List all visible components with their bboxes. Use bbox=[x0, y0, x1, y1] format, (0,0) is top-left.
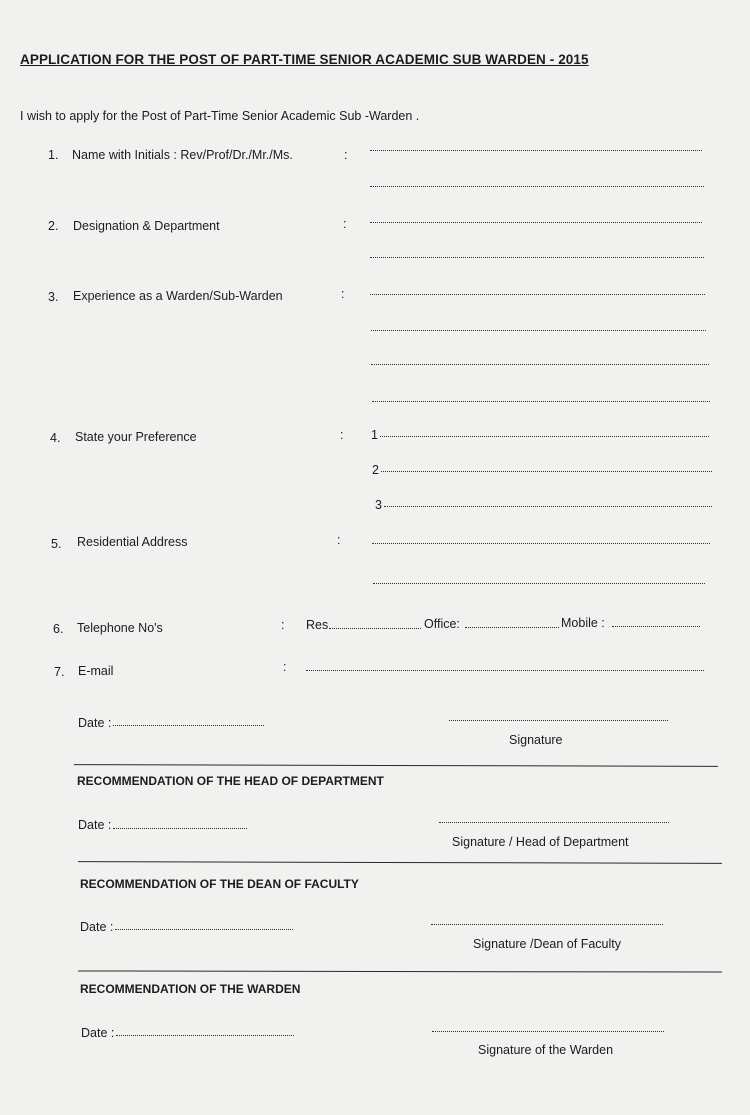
head-signature-line[interactable] bbox=[439, 822, 669, 823]
telephone-office-label: Office: bbox=[424, 617, 460, 631]
dean-signature-line[interactable] bbox=[431, 924, 663, 925]
field-number-7: 7. bbox=[54, 665, 65, 679]
form-intro: I wish to apply for the Post of Part-Time Senior Academic Sub -Warden . bbox=[20, 109, 420, 123]
field-number-6: 6. bbox=[53, 622, 64, 636]
field-number-2: 2. bbox=[48, 219, 59, 233]
preference-number-2: 2 bbox=[372, 463, 379, 477]
field-separator: : bbox=[340, 428, 344, 442]
field-separator: : bbox=[283, 660, 287, 674]
warden-date-input[interactable] bbox=[116, 1035, 294, 1036]
field-number-3: 3. bbox=[48, 290, 59, 304]
dean-section-heading: RECOMMENDATION OF THE DEAN OF FACULTY bbox=[80, 877, 359, 891]
field-label-address: Residential Address bbox=[77, 535, 188, 549]
field-separator: : bbox=[281, 618, 285, 632]
dean-signature-label: Signature /Dean of Faculty bbox=[473, 937, 621, 951]
experience-input-line-1[interactable] bbox=[370, 294, 705, 295]
dean-date-input[interactable] bbox=[115, 929, 293, 930]
field-number-5: 5. bbox=[51, 537, 62, 551]
head-section-heading: RECOMMENDATION OF THE HEAD OF DEPARTMENT bbox=[77, 774, 384, 788]
field-separator: : bbox=[344, 148, 348, 162]
field-label-email: E-mail bbox=[78, 664, 114, 678]
section-divider bbox=[74, 764, 718, 767]
head-date-label: Date : bbox=[78, 818, 112, 832]
warden-date-label: Date : bbox=[81, 1026, 115, 1040]
section-divider bbox=[78, 861, 722, 864]
name-input-line-1[interactable] bbox=[370, 150, 702, 151]
telephone-office-input[interactable] bbox=[465, 627, 559, 628]
field-separator: : bbox=[343, 217, 347, 231]
address-input-line-1[interactable] bbox=[372, 543, 710, 544]
field-label-preference: State your Preference bbox=[75, 430, 197, 444]
warden-section-heading: RECOMMENDATION OF THE WARDEN bbox=[80, 982, 301, 996]
warden-signature-label: Signature of the Warden bbox=[478, 1043, 614, 1057]
preference-input-2[interactable] bbox=[381, 471, 712, 472]
applicant-signature-line[interactable] bbox=[449, 720, 668, 721]
experience-input-line-3[interactable] bbox=[371, 364, 709, 365]
email-input[interactable] bbox=[306, 670, 704, 671]
preference-number-1: 1 bbox=[371, 428, 378, 442]
telephone-res-label: Res bbox=[306, 618, 329, 632]
telephone-mobile-label: Mobile : bbox=[561, 616, 605, 630]
field-label-name: Name with Initials : Rev/Prof/Dr./Mr./Ms. bbox=[72, 148, 293, 162]
preference-input-3[interactable] bbox=[384, 506, 712, 507]
field-number-4: 4. bbox=[50, 431, 61, 445]
telephone-res-input[interactable] bbox=[329, 628, 421, 629]
head-signature-label: Signature / Head of Department bbox=[452, 835, 629, 849]
name-input-line-2[interactable] bbox=[370, 186, 704, 187]
designation-input-line-2[interactable] bbox=[370, 257, 704, 258]
experience-input-line-2[interactable] bbox=[371, 330, 706, 331]
applicant-date-input[interactable] bbox=[113, 725, 264, 726]
section-divider bbox=[78, 970, 722, 972]
field-separator: : bbox=[337, 533, 341, 547]
preference-input-1[interactable] bbox=[380, 436, 709, 437]
preference-number-3: 3 bbox=[375, 498, 382, 512]
address-input-line-2[interactable] bbox=[373, 583, 705, 584]
applicant-date-label: Date : bbox=[78, 716, 112, 730]
head-date-input[interactable] bbox=[113, 828, 247, 829]
field-label-designation: Designation & Department bbox=[73, 219, 220, 233]
field-number-1: 1. bbox=[48, 148, 59, 162]
field-separator: : bbox=[341, 287, 345, 301]
experience-input-line-4[interactable] bbox=[372, 401, 710, 402]
applicant-signature-label: Signature bbox=[509, 733, 563, 747]
dean-date-label: Date : bbox=[80, 920, 114, 934]
field-label-telephone: Telephone No's bbox=[77, 621, 163, 635]
field-label-experience: Experience as a Warden/Sub-Warden bbox=[73, 289, 283, 303]
warden-signature-line[interactable] bbox=[432, 1031, 664, 1032]
form-title: APPLICATION FOR THE POST OF PART-TIME SENIOR ACADEMIC SUB WARDEN - 2015 bbox=[20, 52, 589, 67]
telephone-mobile-input[interactable] bbox=[612, 626, 700, 627]
designation-input-line-1[interactable] bbox=[370, 222, 702, 223]
